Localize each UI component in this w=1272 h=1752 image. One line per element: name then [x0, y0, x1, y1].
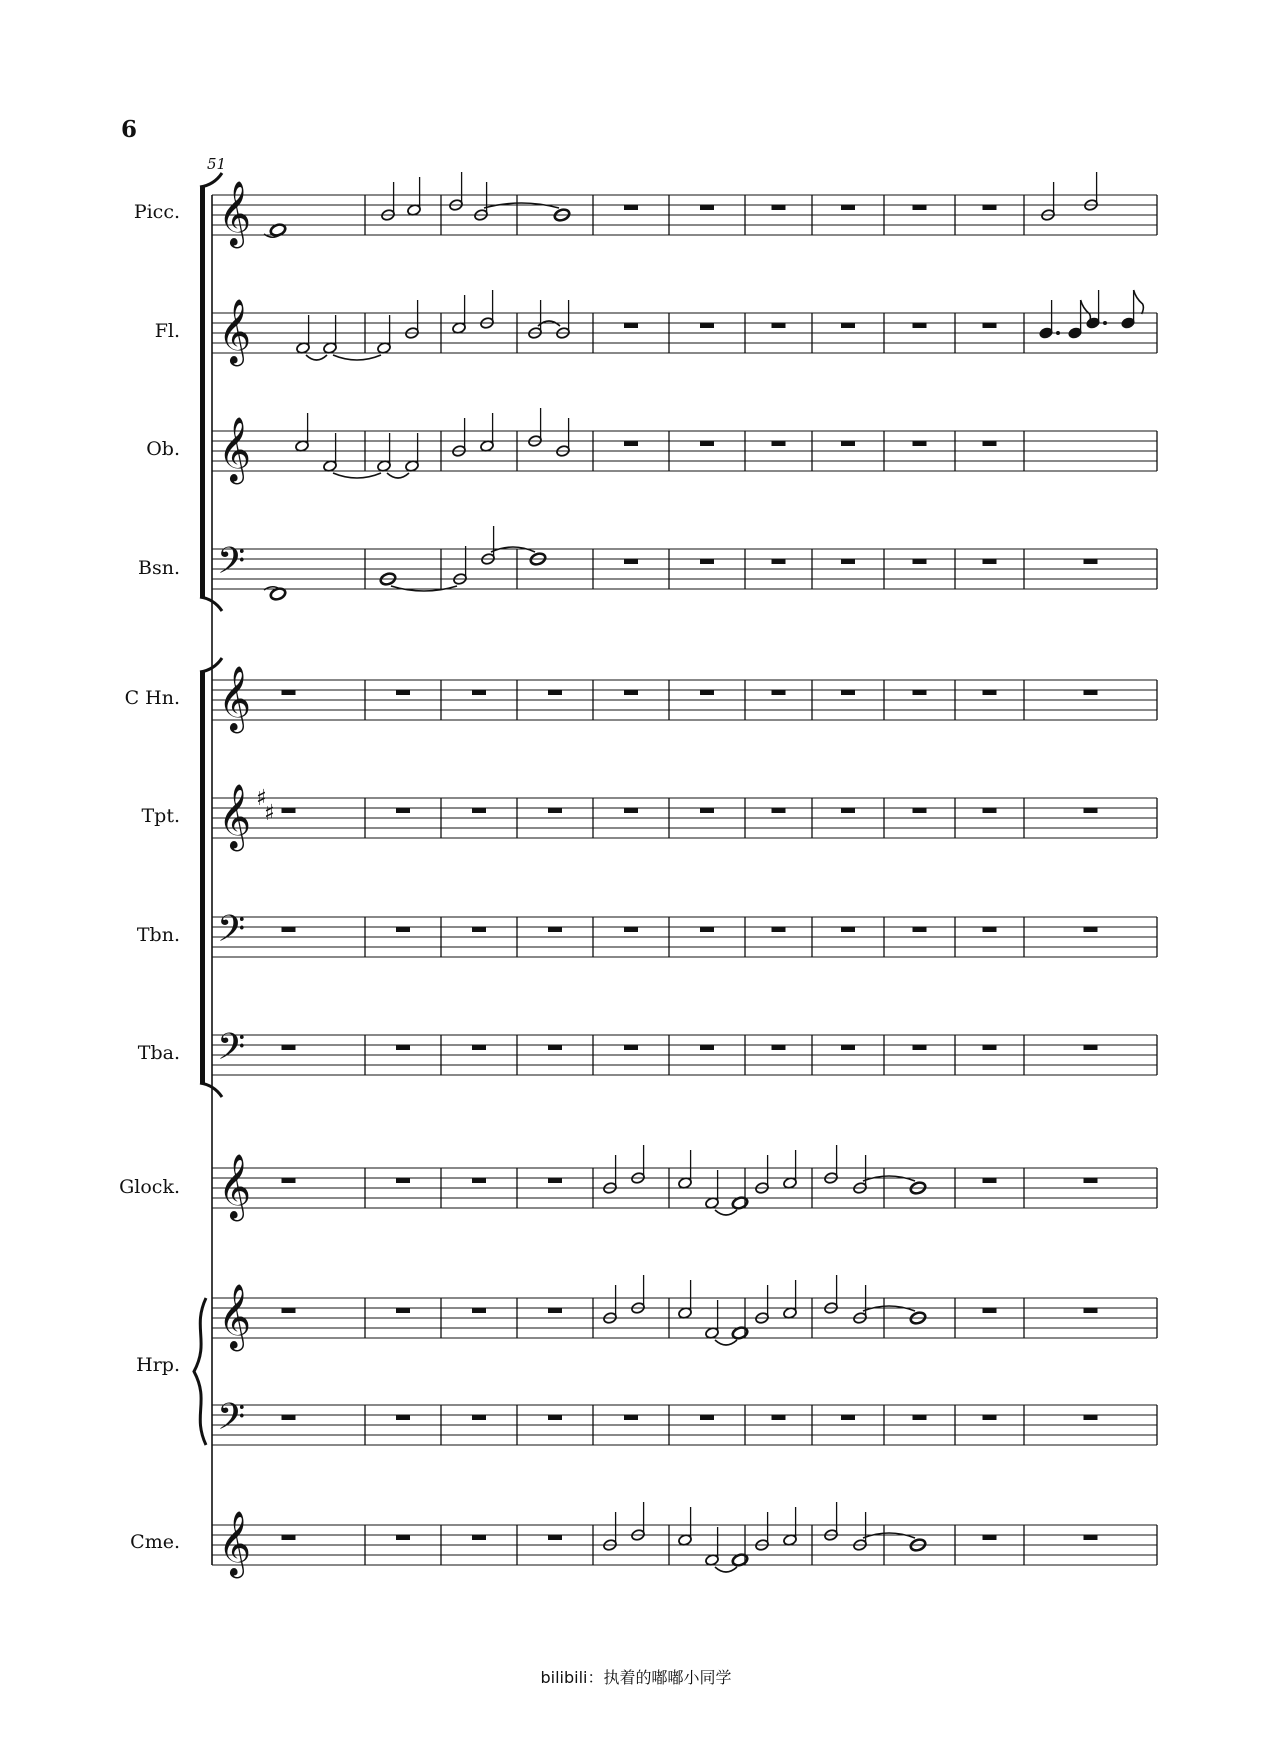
whole-rest	[1084, 1415, 1098, 1420]
whole-rest	[700, 808, 714, 813]
whole-rest	[624, 205, 638, 210]
whole-rest	[1084, 559, 1098, 564]
note	[405, 433, 420, 472]
instrument-label-harp: Hrp.	[136, 1354, 180, 1376]
note	[323, 433, 338, 472]
staff-hrp-lh	[212, 1396, 1157, 1447]
whole-rest	[913, 1415, 927, 1420]
whole-rest	[841, 1415, 855, 1420]
measure-number: 51	[207, 155, 227, 173]
instrument-label-celeste: Cme.	[130, 1531, 180, 1553]
note	[678, 1280, 693, 1319]
whole-rest	[282, 1178, 296, 1183]
whole-rest	[983, 559, 997, 564]
instrument-label-horn: C Hn.	[124, 687, 180, 709]
whole-rest	[624, 927, 638, 932]
treble-clef-icon: 𝄞	[218, 1284, 252, 1349]
whole-rest	[282, 1535, 296, 1540]
whole-rest	[983, 323, 997, 328]
tie	[333, 473, 381, 478]
footer-credit: bilibili：执着的嘟嘟小同学	[540, 1668, 732, 1687]
note	[705, 1527, 720, 1566]
whole-rest	[396, 927, 410, 932]
whole-rest	[983, 927, 997, 932]
sharp-icon: ♯	[264, 801, 275, 826]
whole-rest	[396, 690, 410, 695]
bracket-bottom	[200, 1083, 222, 1097]
tie	[387, 473, 409, 478]
whole-rest	[772, 441, 786, 446]
whole-rest	[396, 1045, 410, 1050]
treble-clef-icon: 𝄞	[218, 417, 252, 482]
whole-rest	[913, 927, 927, 932]
note	[377, 315, 392, 354]
whole-rest	[1084, 1045, 1098, 1050]
whole-rest	[983, 1045, 997, 1050]
whole-rest	[396, 1178, 410, 1183]
note	[705, 1170, 720, 1209]
note	[480, 413, 495, 452]
treble-clef-icon: 𝄞	[218, 181, 252, 246]
staff-tpt	[212, 784, 1157, 851]
whole-rest	[772, 690, 786, 695]
note	[377, 433, 392, 472]
whole-rest	[772, 559, 786, 564]
staff-fl	[212, 299, 1157, 366]
whole-rest	[841, 1045, 855, 1050]
bass-clef-icon: 𝄢	[217, 1026, 246, 1077]
whole-rest	[700, 323, 714, 328]
instrument-label-bassoon: Bsn.	[138, 557, 180, 579]
whole-rest	[841, 441, 855, 446]
note	[705, 1300, 720, 1339]
staff-picc	[212, 181, 1157, 248]
whole-rest	[913, 690, 927, 695]
instrument-label-trombone: Tbn.	[136, 924, 180, 946]
whole-rest	[841, 323, 855, 328]
treble-clef-icon: 𝄞	[218, 299, 252, 364]
treble-clef-icon: 𝄞	[218, 1511, 252, 1576]
whole-rest	[913, 1045, 927, 1050]
treble-clef-icon: 𝄞	[218, 666, 252, 731]
instrument-label-flute: Fl.	[154, 320, 180, 342]
staff-chn	[212, 666, 1157, 733]
whole-rest	[983, 1308, 997, 1313]
bass-clef-icon: 𝄢	[217, 540, 246, 591]
whole-rest	[548, 927, 562, 932]
whole-rest	[913, 205, 927, 210]
whole-rest	[472, 1415, 486, 1420]
staff-ob	[212, 417, 1157, 484]
whole-rest	[1084, 927, 1098, 932]
harp-brace	[194, 1298, 206, 1445]
whole-rest	[548, 808, 562, 813]
whole-rest	[983, 205, 997, 210]
treble-clef-icon: 𝄞	[218, 1154, 252, 1219]
whole-rest	[624, 690, 638, 695]
whole-rest	[548, 1178, 562, 1183]
whole-rest	[472, 808, 486, 813]
whole-rest	[1084, 1178, 1098, 1183]
note-flag	[1134, 290, 1144, 314]
whole-rest	[913, 559, 927, 564]
note	[783, 1280, 798, 1319]
whole-rest	[472, 1535, 486, 1540]
whole-rest	[1084, 1535, 1098, 1540]
tie	[715, 1210, 737, 1215]
whole-rest	[913, 808, 927, 813]
whole-rest	[548, 1308, 562, 1313]
whole-rest	[282, 690, 296, 695]
whole-rest	[548, 1045, 562, 1050]
whole-rest	[282, 1415, 296, 1420]
whole-rest	[772, 205, 786, 210]
instrument-label-piccolo: Picc.	[133, 201, 180, 223]
whole-rest	[396, 808, 410, 813]
note	[1086, 290, 1107, 329]
staff-bsn	[212, 540, 1157, 591]
staff-tba	[212, 1026, 1157, 1077]
whole-rest	[841, 690, 855, 695]
whole-rest	[472, 1178, 486, 1183]
whole-rest	[282, 808, 296, 813]
whole-rest	[983, 1415, 997, 1420]
tie	[333, 355, 381, 360]
treble-clef-icon: 𝄞	[218, 784, 252, 849]
whole-rest	[772, 927, 786, 932]
bass-clef-icon: 𝄢	[217, 908, 246, 959]
whole-rest	[700, 690, 714, 695]
whole-rest	[913, 441, 927, 446]
note	[678, 1150, 693, 1189]
note	[783, 1507, 798, 1546]
instrument-label-trumpet: Tpt.	[141, 805, 180, 827]
whole-rest	[624, 808, 638, 813]
whole-rest	[772, 1415, 786, 1420]
sharp-icon: ♯	[256, 786, 267, 811]
whole-rest	[700, 927, 714, 932]
instrument-label-tuba: Tba.	[137, 1042, 180, 1064]
tie	[715, 1340, 737, 1345]
whole-rest	[1084, 1308, 1098, 1313]
note	[678, 1507, 693, 1546]
whole-rest	[700, 441, 714, 446]
note	[452, 295, 467, 334]
whole-rest	[841, 205, 855, 210]
whole-rest	[282, 1045, 296, 1050]
whole-rest	[841, 927, 855, 932]
whole-rest	[624, 441, 638, 446]
whole-rest	[841, 559, 855, 564]
whole-rest	[396, 1415, 410, 1420]
whole-rest	[700, 1415, 714, 1420]
staff-tbn	[212, 908, 1157, 959]
note	[323, 315, 338, 354]
whole-rest	[624, 1415, 638, 1420]
whole-rest	[548, 1535, 562, 1540]
whole-rest	[772, 1045, 786, 1050]
whole-rest	[396, 1308, 410, 1313]
tie	[715, 1567, 737, 1572]
whole-rest	[282, 927, 296, 932]
whole-rest	[913, 323, 927, 328]
whole-rest	[772, 323, 786, 328]
whole-rest	[472, 1308, 486, 1313]
whole-rest	[700, 205, 714, 210]
whole-rest	[472, 690, 486, 695]
whole-rest	[548, 1415, 562, 1420]
bracket-bar	[200, 672, 205, 1083]
whole-rest	[548, 690, 562, 695]
whole-rest	[983, 808, 997, 813]
note	[295, 413, 310, 452]
whole-rest	[1084, 690, 1098, 695]
whole-rest	[624, 1045, 638, 1050]
whole-rest	[983, 1178, 997, 1183]
whole-rest	[282, 1308, 296, 1313]
instrument-label-oboe: Ob.	[146, 438, 180, 460]
whole-rest	[624, 323, 638, 328]
whole-rest	[472, 927, 486, 932]
whole-rest	[700, 559, 714, 564]
instrument-label-glockenspiel: Glock.	[119, 1176, 180, 1198]
whole-rest	[1084, 808, 1098, 813]
note	[783, 1150, 798, 1189]
whole-rest	[983, 690, 997, 695]
whole-rest	[472, 1045, 486, 1050]
whole-rest	[983, 1535, 997, 1540]
bracket-bar	[200, 187, 205, 597]
whole-rest	[700, 1045, 714, 1050]
page-number: 6	[121, 116, 138, 143]
note-dot	[1103, 321, 1107, 325]
note	[407, 177, 422, 216]
whole-rest	[841, 808, 855, 813]
note	[1039, 300, 1060, 339]
tie	[306, 355, 327, 360]
whole-rest	[624, 559, 638, 564]
bass-clef-icon: 𝄢	[217, 1396, 246, 1447]
bracket-bottom	[200, 597, 222, 611]
whole-rest	[772, 808, 786, 813]
note	[296, 315, 311, 354]
whole-rest	[396, 1535, 410, 1540]
note-dot	[1056, 331, 1060, 335]
whole-rest	[983, 441, 997, 446]
